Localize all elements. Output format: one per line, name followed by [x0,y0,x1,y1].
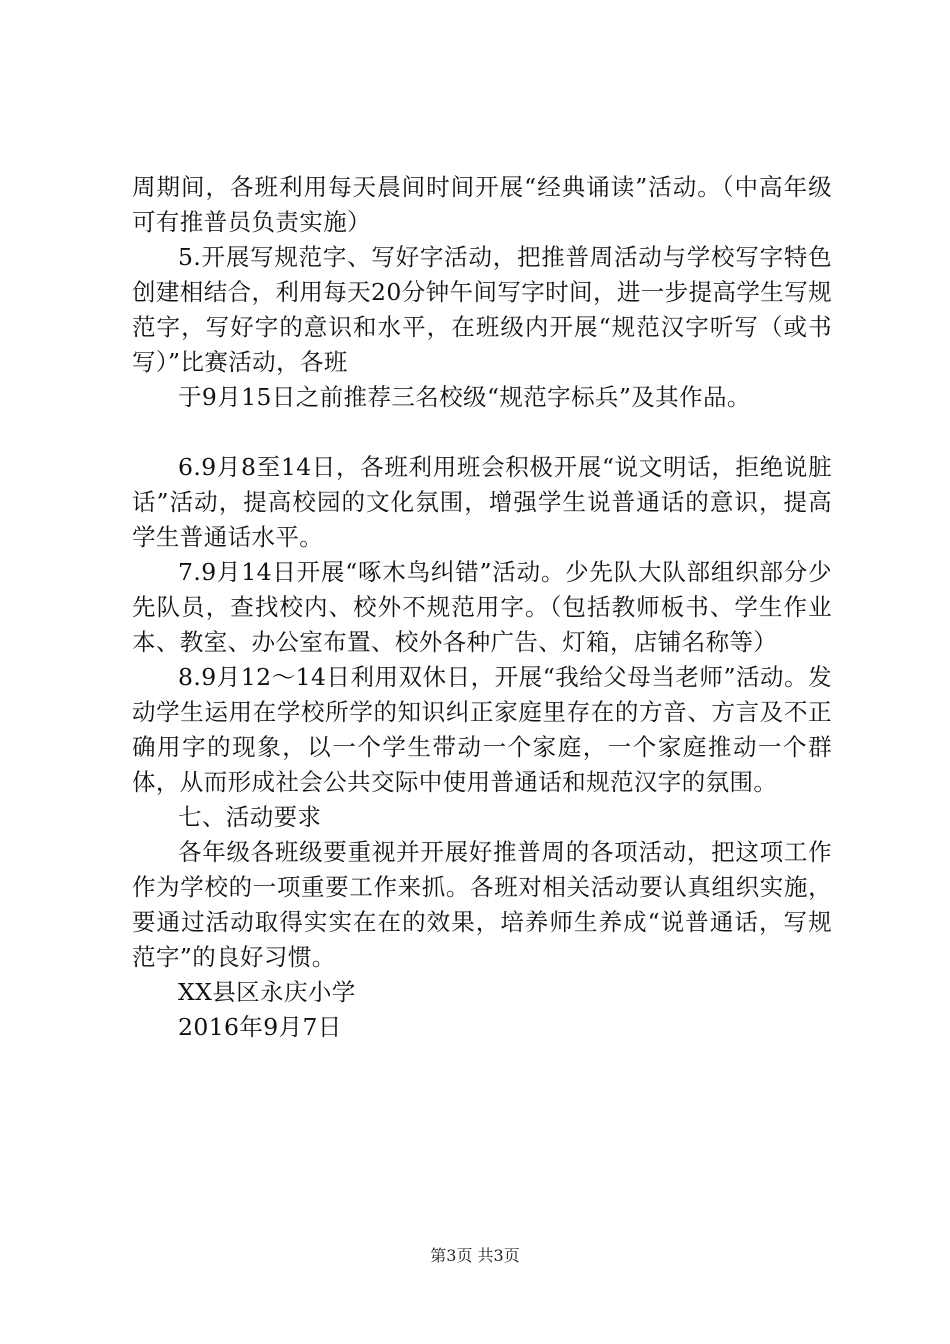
paragraph-item-5-cont: 于9月15日之前推荐三名校级“规范字标兵”及其作品。 [178,383,751,411]
paragraph-continuation: 周期间，各班利用每天晨间时间开展“经典诵读”活动。（中高年级可有推普员负责实施） [132,173,832,236]
paragraph-item-8: 8.9月12～14日利用双休日，开展“我给父母当老师”活动。发动学生运用在学校所学的知识纠正家庭里存在的方音、方言及不正确用字的现象，以一个学生带动一个家庭，一个家庭推动一个群体，从而形成社会公共交际中使用普通话和规范汉字的氛围。 [132,663,832,796]
paragraph-requirements: 各年级各班级要重视并开展好推普周的各项活动，把这项工作作为学校的一项重要工作来抓。各班对相关活动要认真组织实施，要通过活动取得实实在在的效果，培养师生养成“说普通话，写规范字”的良好习惯。 [132,838,832,971]
section-heading-requirements: 七、活动要求 [178,803,322,831]
signature-school: XX县区永庆小学 [178,978,356,1006]
signature-date: 2016年9月7日 [178,1013,342,1041]
page-number-footer: 第3页 共3页 [430,1246,520,1265]
document-body [132,170,832,1045]
paragraph-gap [132,415,832,450]
paragraph-item-7: 7.9月14日开展“啄木鸟纠错”活动。少先队大队部组织部分少先队员，查找校内、校外不规范用字。（包括教师板书、学生作业本、教室、办公室布置、校外各种广告、灯箱，店铺名称等） [132,558,832,656]
paragraph-item-5: 5.开展写规范字、写好字活动，把推普周活动与学校写字特色创建相结合，利用每天20分钟午间写字时间，进一步提高学生写规范字，写好字的意识和水平，在班级内开展“规范汉字听写（或书写）”比赛活动，各班 [132,243,832,376]
paragraph-item-6: 6.9月8至14日，各班利用班会积极开展“说文明话，拒绝说脏话”活动，提高校园的文化氛围，增强学生说普通话的意识，提高学生普通话水平。 [132,453,832,551]
